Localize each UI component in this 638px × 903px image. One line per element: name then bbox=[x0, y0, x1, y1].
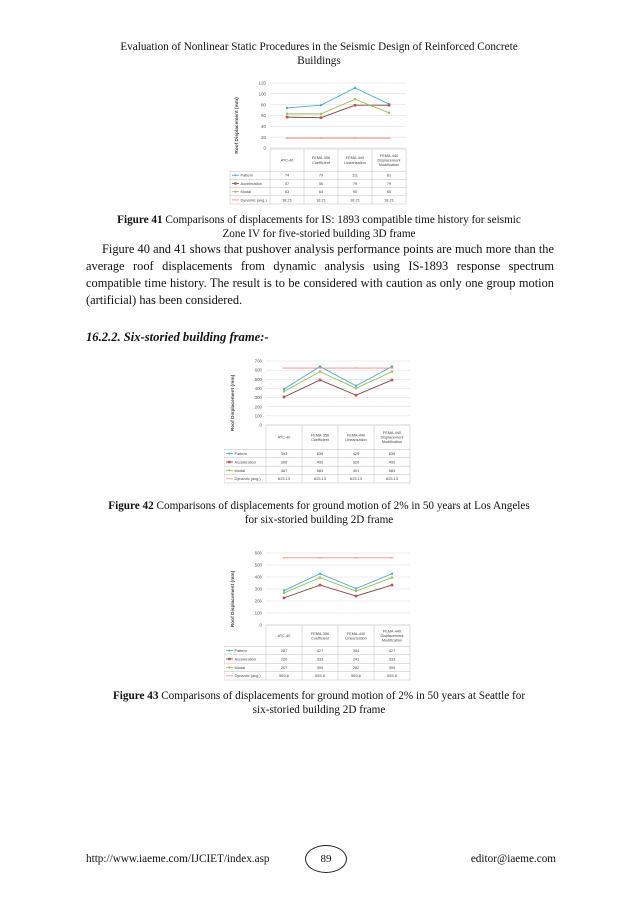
table-cell-acceleration-0: 57 bbox=[284, 180, 290, 186]
point-acceleration-0 bbox=[286, 116, 289, 119]
figure-43-caption-line-1: Comparisons of displacements for ground motion of 2% in 50 years at Seattle for bbox=[161, 690, 526, 702]
table-cell-modal-1: 63 bbox=[318, 189, 324, 195]
point-acceleration-1 bbox=[319, 584, 322, 587]
running-header bbox=[80, 40, 558, 68]
point-pattern-1 bbox=[320, 104, 322, 106]
point-pattern-0 bbox=[283, 388, 285, 390]
table-cell-pattern-2: 111 bbox=[352, 172, 358, 178]
point-acceleration-3 bbox=[391, 379, 394, 382]
table-cell-pattern-3: 639 bbox=[388, 451, 396, 456]
point-pattern-0 bbox=[286, 107, 288, 109]
table-cell-modal-2: 90 bbox=[352, 189, 358, 195]
point-pattern-0 bbox=[283, 589, 285, 591]
table-cell-pattern-2: 304 bbox=[352, 648, 360, 653]
point-acceleration-0 bbox=[283, 396, 286, 399]
point-pattern-2 bbox=[355, 587, 357, 589]
table-cell-pattern-0: 393 bbox=[280, 451, 288, 456]
figure-42-svg bbox=[224, 355, 414, 485]
figure-43-chart bbox=[224, 547, 414, 682]
figure-41-caption-line-2: Zone IV for five-storied building 3D frame bbox=[222, 228, 416, 240]
figure-43-label: Figure 43 bbox=[112, 690, 159, 702]
legend-label-modal: Modal bbox=[240, 189, 252, 195]
figure-43-caption-line-2: six-storied building 2D frame bbox=[252, 704, 386, 716]
point-acceleration-1 bbox=[320, 116, 323, 119]
table-cell-dynamic-3: 623.13 bbox=[386, 476, 398, 482]
point-acceleration-2 bbox=[355, 394, 358, 397]
table-cell-acceleration-1: 492 bbox=[316, 459, 324, 465]
point-modal-1 bbox=[319, 370, 321, 372]
y-tick-label-20: 20 bbox=[261, 134, 266, 140]
point-pattern-2 bbox=[355, 385, 357, 387]
category-label-2: FEMA-440 Linearization bbox=[345, 433, 367, 442]
point-modal-0 bbox=[283, 592, 285, 594]
footer-email[interactable]: editor@iaeme.com bbox=[470, 853, 556, 865]
y-tick-label-300: 300 bbox=[254, 586, 262, 592]
point-acceleration-2 bbox=[354, 104, 357, 107]
table-cell-pattern-2: 429 bbox=[352, 451, 360, 456]
point-acceleration-3 bbox=[388, 104, 391, 107]
table-cell-pattern-1: 427 bbox=[316, 648, 324, 653]
category-label-0: ATC-40 bbox=[280, 158, 294, 163]
y-tick-label-200: 200 bbox=[254, 598, 262, 604]
figure-42-caption-line-1: Comparisons of displacements for ground motion of 2% in 50 years at Los Angeles bbox=[156, 500, 530, 512]
figure-42-caption-line-2: for six-storied building 2D frame bbox=[244, 514, 394, 526]
point-modal-0 bbox=[283, 390, 285, 392]
legend-label-pattern: Pattern bbox=[240, 172, 254, 178]
figure-41-caption-line-1: Comparisons of displacements for IS: 1893 compatible time history for seismic bbox=[165, 214, 521, 226]
figure-43-svg bbox=[224, 547, 414, 682]
point-acceleration-2 bbox=[355, 595, 358, 598]
y-tick-label-0: 0 bbox=[259, 422, 262, 428]
page-footer bbox=[86, 845, 556, 873]
y-tick-label-600: 600 bbox=[254, 367, 262, 373]
header-line-2: Buildings bbox=[297, 55, 341, 67]
point-pattern-2 bbox=[354, 87, 356, 89]
legend-marker-modal bbox=[229, 469, 231, 471]
point-modal-2 bbox=[354, 98, 356, 100]
category-label-3: FEMA-440 Displacement Modification bbox=[380, 629, 404, 643]
y-tick-label-100: 100 bbox=[258, 91, 266, 97]
point-pattern-1 bbox=[319, 365, 321, 367]
category-label-2: FEMA-440 Linearization bbox=[344, 156, 366, 165]
legend-label-dynamic: Dynamic (avg.) bbox=[240, 197, 267, 203]
y-axis-label: Roof Displacement (mm) bbox=[231, 570, 236, 628]
point-acceleration-3 bbox=[391, 584, 394, 587]
table-cell-pattern-0: 287 bbox=[280, 648, 288, 653]
table-cell-pattern-0: 74 bbox=[284, 172, 290, 178]
category-label-3: FEMA-440 Displacement Modification bbox=[380, 431, 404, 445]
paragraph-text: Figure 40 and 41 shows that pushover analysis performance points are much more than the average roof displacements from dynamic analysis using IS-1893 response spectrum compatible time history. The result is to be considered with caution as only one group motion (artificial) has been considered. bbox=[86, 242, 554, 307]
legend-label-acceleration: Acceleration bbox=[234, 459, 256, 465]
table-cell-dynamic-3: 18.21 bbox=[384, 197, 394, 203]
y-tick-label-400: 400 bbox=[254, 386, 262, 392]
table-cell-acceleration-1: 333 bbox=[316, 656, 324, 662]
point-modal-3 bbox=[391, 370, 393, 372]
table-cell-dynamic-0: 623.13 bbox=[278, 476, 290, 482]
table-cell-dynamic-0: 559.6 bbox=[279, 673, 289, 679]
table-cell-modal-2: 282 bbox=[352, 664, 360, 670]
figure-41-svg bbox=[228, 76, 410, 206]
table-cell-modal-3: 65 bbox=[386, 189, 392, 195]
category-label-1: FEMA-356 Coefficient bbox=[310, 433, 330, 442]
legend-label-modal: Modal bbox=[234, 664, 246, 670]
legend-label-modal: Modal bbox=[234, 467, 246, 473]
table-cell-modal-0: 367 bbox=[280, 467, 288, 473]
table-cell-acceleration-2: 241 bbox=[352, 656, 360, 662]
legend-label-pattern: Pattern bbox=[234, 648, 248, 653]
table-cell-acceleration-3: 333 bbox=[388, 656, 396, 662]
legend-label-dynamic: Dynamic (avg.) bbox=[234, 673, 261, 679]
legend-label-dynamic: Dynamic (avg.) bbox=[234, 476, 261, 482]
table-cell-dynamic-1: 559.6 bbox=[315, 673, 325, 679]
y-tick-label-0: 0 bbox=[259, 622, 262, 628]
table-cell-dynamic-3: 559.6 bbox=[387, 673, 397, 679]
table-cell-acceleration-1: 56 bbox=[318, 180, 324, 186]
table-cell-pattern-1: 639 bbox=[316, 451, 324, 456]
legend-marker-acceleration bbox=[234, 182, 236, 184]
point-modal-0 bbox=[286, 113, 288, 115]
category-label-1: FEMA-356 Coefficient bbox=[310, 631, 330, 641]
table-cell-acceleration-2: 326 bbox=[352, 459, 360, 465]
point-modal-1 bbox=[320, 113, 322, 115]
y-tick-label-80: 80 bbox=[261, 102, 266, 108]
y-tick-label-500: 500 bbox=[254, 376, 262, 382]
section-heading: 16.2.2. Six-storied building frame:- bbox=[86, 330, 269, 344]
y-tick-label-200: 200 bbox=[254, 404, 262, 410]
table-cell-pattern-3: 427 bbox=[388, 648, 396, 653]
figure-41-label: Figure 41 bbox=[117, 214, 163, 226]
legend-label-acceleration: Acceleration bbox=[234, 656, 256, 662]
figure-41-caption bbox=[95, 213, 543, 241]
y-tick-label-500: 500 bbox=[254, 562, 262, 568]
table-cell-acceleration-3: 79 bbox=[386, 180, 392, 186]
body-paragraph bbox=[86, 241, 554, 309]
table-cell-modal-3: 583 bbox=[388, 467, 396, 473]
figure-42-chart bbox=[224, 355, 414, 485]
point-pattern-3 bbox=[391, 573, 393, 575]
y-tick-label-700: 700 bbox=[254, 358, 262, 364]
point-modal-1 bbox=[319, 576, 321, 578]
table-cell-dynamic-2: 623.13 bbox=[350, 476, 362, 482]
category-label-0: ATC-40 bbox=[277, 435, 291, 440]
y-axis-label: Roof Displacement (mm) bbox=[231, 374, 236, 432]
table-cell-modal-0: 63 bbox=[284, 189, 290, 195]
point-pattern-1 bbox=[319, 573, 321, 575]
figure-42-label: Figure 42 bbox=[108, 500, 154, 512]
point-modal-3 bbox=[391, 576, 393, 578]
y-tick-label-600: 600 bbox=[254, 550, 262, 556]
category-label-2: FEMA-440 Linearization bbox=[345, 631, 367, 641]
y-tick-label-100: 100 bbox=[254, 610, 262, 616]
category-label-3: FEMA-440 Displacement Modification bbox=[377, 153, 401, 168]
point-modal-3 bbox=[388, 112, 390, 114]
legend-label-acceleration: Acceleration bbox=[240, 180, 262, 186]
figure-42-caption bbox=[93, 499, 545, 527]
table-cell-modal-1: 583 bbox=[316, 467, 324, 473]
table-cell-dynamic-1: 623.13 bbox=[314, 476, 326, 482]
y-tick-label-40: 40 bbox=[261, 123, 266, 129]
point-pattern-3 bbox=[391, 365, 393, 367]
legend-marker-pattern bbox=[235, 174, 237, 176]
point-modal-2 bbox=[355, 590, 357, 592]
legend-marker-modal bbox=[235, 191, 237, 193]
table-cell-acceleration-2: 79 bbox=[352, 180, 358, 186]
point-modal-2 bbox=[355, 387, 357, 389]
table-cell-dynamic-1: 18.21 bbox=[316, 197, 326, 203]
table-cell-modal-3: 395 bbox=[388, 664, 396, 670]
category-label-0: ATC-40 bbox=[277, 634, 291, 639]
table-cell-pattern-1: 79 bbox=[318, 172, 324, 178]
y-tick-label-300: 300 bbox=[254, 395, 262, 401]
table-cell-pattern-3: 81 bbox=[386, 172, 392, 178]
category-label-1: FEMA-356 Coefficient bbox=[311, 156, 331, 165]
legend-marker-acceleration bbox=[228, 658, 230, 660]
table-cell-dynamic-2: 18.21 bbox=[350, 197, 360, 203]
page-number: 89 bbox=[305, 845, 347, 873]
legend-marker-modal bbox=[229, 666, 231, 668]
table-cell-modal-0: 267 bbox=[280, 664, 288, 670]
table-cell-modal-1: 395 bbox=[316, 664, 324, 670]
table-cell-acceleration-0: 306 bbox=[280, 459, 288, 465]
header-line-1: Evaluation of Nonlinear Static Procedures in the Seismic Design of Reinforced Concrete bbox=[120, 41, 518, 53]
y-tick-label-0: 0 bbox=[263, 145, 266, 151]
figure-41-chart bbox=[228, 76, 410, 206]
y-tick-label-400: 400 bbox=[254, 574, 262, 580]
legend-marker-pattern bbox=[229, 453, 231, 455]
legend-marker-pattern bbox=[229, 650, 231, 652]
table-cell-dynamic-2: 559.6 bbox=[351, 673, 361, 679]
legend-marker-acceleration bbox=[228, 461, 230, 463]
point-acceleration-1 bbox=[319, 379, 322, 382]
table-cell-modal-2: 401 bbox=[352, 467, 360, 473]
table-cell-acceleration-3: 492 bbox=[388, 459, 396, 465]
footer-url[interactable]: http://www.iaeme.com/IJCIET/index.asp bbox=[86, 853, 270, 865]
y-tick-label-60: 60 bbox=[261, 113, 266, 119]
point-acceleration-0 bbox=[283, 597, 286, 600]
y-axis-label: Roof Displacement (mm) bbox=[235, 97, 240, 154]
y-tick-label-100: 100 bbox=[254, 413, 262, 419]
y-tick-label-120: 120 bbox=[258, 80, 266, 86]
legend-label-pattern: Pattern bbox=[234, 451, 248, 456]
table-cell-dynamic-0: 18.21 bbox=[282, 197, 292, 203]
figure-43-caption bbox=[93, 689, 545, 717]
series-line-acceleration bbox=[284, 585, 392, 598]
table-cell-acceleration-0: 226 bbox=[280, 656, 288, 662]
series-line-pattern bbox=[284, 574, 392, 591]
